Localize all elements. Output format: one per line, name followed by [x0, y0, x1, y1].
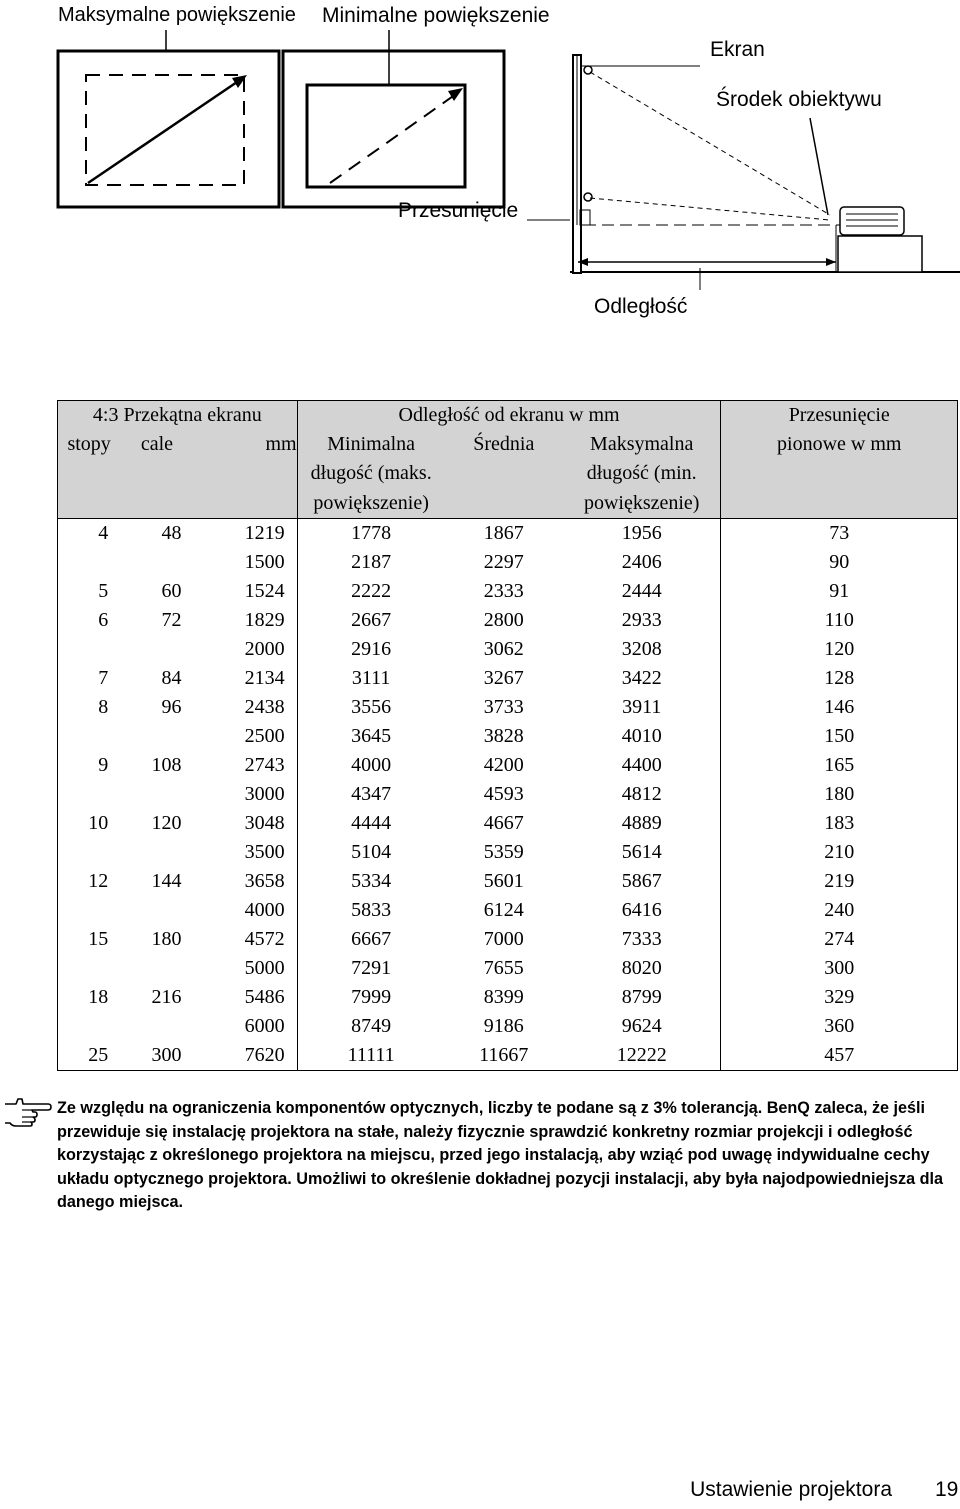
cell-avg-distance: 3062: [483, 637, 524, 660]
cell-mm: 2743: [194, 751, 298, 780]
table-row: [58, 577, 958, 606]
cell-vertical-offset: 110: [721, 606, 958, 635]
cell-feet: [58, 954, 121, 983]
page-number: 19: [935, 1478, 959, 1501]
table-row: [58, 896, 958, 925]
cell-inches: 84: [161, 666, 182, 689]
cell-avg-distance: 1867: [483, 521, 524, 544]
cell-inches: [120, 635, 193, 664]
cell-max-distance: 4400: [563, 751, 721, 780]
cell-inches: 48: [161, 521, 182, 544]
table-row: [58, 722, 958, 751]
cell-vertical-offset: 183: [721, 809, 958, 838]
cell-inches: 216: [151, 985, 182, 1008]
cell-max-distance: 4010: [563, 722, 721, 751]
cell-min-distance: 3111: [351, 666, 391, 689]
cell-min-distance: 2187: [351, 550, 392, 573]
min-length-header: Minimalna: [297, 430, 445, 459]
cell-mm: 2000: [194, 635, 298, 664]
cell-max-distance: 5614: [563, 838, 721, 867]
cell-max-distance: 2933: [563, 606, 721, 635]
table-row: [58, 925, 958, 954]
max-length-header: Maksymalna: [563, 430, 721, 459]
cell-inches: [120, 1012, 193, 1041]
cell-max-distance: 12222: [563, 1041, 721, 1071]
cell-feet: [58, 635, 121, 664]
cell-feet: 5: [58, 577, 121, 606]
table-row: [58, 780, 958, 809]
cell-mm: 2438: [194, 693, 298, 722]
cell-feet: 8: [58, 693, 121, 722]
cell-min-distance: 4444: [351, 811, 392, 834]
hand-pointing-icon: [2, 1095, 52, 1129]
cell-feet: 4: [58, 518, 121, 548]
projection-distance-table: [57, 400, 958, 1071]
inches-column-header: cale: [120, 430, 193, 459]
cell-vertical-offset: 240: [721, 896, 958, 925]
max-zoom-label: Maksymalne powiększenie: [58, 4, 296, 26]
cell-feet: [58, 838, 121, 867]
cell-feet: 9: [58, 751, 121, 780]
cell-avg-distance: 3733: [483, 695, 524, 718]
tolerance-note: Ze względu na ograniczenia komponentów optycznych, liczby te podane są z 3% tolerancją. BenQ zaleca, że jeśli przewiduje się instalację projektora na stałe, należy fizycznie sprawdzić konkretny rozmiar projekcji i odległość korzystając z określonego projektora na miejscu, przed jego instalacją, aby wziąć pod uwagę indywidualne cechy układu optycznego projektora. Umożliwi to określenie dokładnej pozycji instalacji, aby była najodpowiedniejsza dla danego miejsca.: [57, 1099, 944, 1211]
cell-max-distance: 2444: [563, 577, 721, 606]
cell-mm: 6000: [194, 1012, 298, 1041]
cell-avg-distance: 7655: [483, 956, 524, 979]
cell-min-distance: 2222: [351, 579, 392, 602]
projection-diagram: [0, 0, 960, 380]
cell-feet: [58, 1012, 121, 1041]
cell-avg-distance: 2800: [483, 608, 524, 631]
cell-feet: 15: [58, 925, 121, 954]
cell-inches: 60: [161, 579, 182, 602]
cell-max-distance: 1956: [563, 518, 721, 548]
cell-max-distance: 3911: [563, 693, 721, 722]
cell-max-distance: 3422: [563, 664, 721, 693]
cell-min-distance: 4347: [351, 782, 392, 805]
cell-max-distance: 9624: [563, 1012, 721, 1041]
cell-avg-distance: 11667: [445, 1041, 563, 1071]
cell-inches: [120, 896, 193, 925]
cell-vertical-offset: 457: [721, 1041, 958, 1071]
table-row: [58, 548, 958, 577]
cell-feet: [58, 896, 121, 925]
cell-min-distance: 7291: [351, 956, 392, 979]
cell-mm: 5000: [194, 954, 298, 983]
cell-inches: 300: [120, 1041, 193, 1071]
cell-mm: 1500: [194, 548, 298, 577]
cell-feet: 6: [58, 606, 121, 635]
cell-inches: 72: [161, 608, 182, 631]
max-length-header-line3: powiększenie): [563, 489, 721, 519]
cell-max-distance: 8020: [563, 954, 721, 983]
cell-vertical-offset: 146: [721, 693, 958, 722]
feet-column-header: stopy: [58, 430, 121, 459]
cell-vertical-offset: 180: [721, 780, 958, 809]
cell-feet: 12: [58, 867, 121, 896]
cell-min-distance: 5833: [351, 898, 392, 921]
cell-min-distance: 4000: [351, 753, 392, 776]
table-row: [58, 809, 958, 838]
cell-feet: 7: [58, 664, 121, 693]
cell-vertical-offset: 274: [721, 925, 958, 954]
cell-avg-distance: 9186: [483, 1014, 524, 1037]
table-row: [58, 1041, 958, 1071]
cell-min-distance: 5334: [351, 869, 392, 892]
cell-inches: 108: [151, 753, 182, 776]
cell-vertical-offset: 360: [721, 1012, 958, 1041]
cell-mm: 3500: [194, 838, 298, 867]
cell-avg-distance: 6124: [483, 898, 524, 921]
table-row: [58, 838, 958, 867]
table-row: [58, 983, 958, 1012]
max-length-header-line2: długość (min.: [563, 459, 721, 488]
footer-section-title: Ustawienie projektora: [690, 1478, 892, 1501]
cell-vertical-offset: 329: [721, 983, 958, 1012]
cell-max-distance: 7333: [563, 925, 721, 954]
table-body: [58, 518, 958, 1070]
cell-mm: 2500: [194, 722, 298, 751]
cell-mm: 5486: [194, 983, 298, 1012]
cell-inches: 180: [151, 927, 182, 950]
cell-max-distance: 8799: [563, 983, 721, 1012]
cell-feet: 18: [58, 983, 121, 1012]
table-row: [58, 867, 958, 896]
cell-inches: [120, 954, 193, 983]
cell-vertical-offset: 128: [721, 664, 958, 693]
table-header: [58, 401, 958, 519]
cell-mm: 3000: [194, 780, 298, 809]
cell-vertical-offset: 210: [721, 838, 958, 867]
cell-max-distance: 6416: [563, 896, 721, 925]
cell-feet: 10: [58, 809, 121, 838]
cell-mm: 1829: [194, 606, 298, 635]
cell-min-distance: 6667: [351, 927, 392, 950]
mm-column-header: mm: [194, 430, 298, 459]
screen-diagonal-group-header: 4:3 Przekątna ekranu: [58, 401, 298, 431]
cell-feet: [58, 548, 121, 577]
cell-min-distance: 3645: [351, 724, 392, 747]
cell-avg-distance: 2297: [483, 550, 524, 573]
average-header: Średnia: [445, 430, 563, 459]
cell-vertical-offset: 219: [721, 867, 958, 896]
cell-min-distance: 8749: [351, 1014, 392, 1037]
cell-inches: [120, 722, 193, 751]
offset-header-line1: Przesunięcie: [721, 401, 958, 431]
cell-vertical-offset: 91: [721, 577, 958, 606]
cell-inches: 144: [151, 869, 182, 892]
cell-mm: 7620: [194, 1041, 298, 1071]
cell-avg-distance: 3828: [483, 724, 524, 747]
cell-inches: [120, 548, 193, 577]
cell-mm: 2134: [194, 664, 298, 693]
cell-avg-distance: 4593: [483, 782, 524, 805]
cell-min-distance: 2667: [351, 608, 392, 631]
cell-mm: 4572: [194, 925, 298, 954]
cell-feet: [58, 780, 121, 809]
table-row: [58, 635, 958, 664]
cell-mm: 1524: [194, 577, 298, 606]
cell-avg-distance: 5601: [483, 869, 524, 892]
cell-feet: [58, 722, 121, 751]
cell-max-distance: 2406: [563, 548, 721, 577]
cell-vertical-offset: 300: [721, 954, 958, 983]
table-row: [58, 751, 958, 780]
cell-avg-distance: 4200: [483, 753, 524, 776]
cell-avg-distance: 3267: [483, 666, 524, 689]
distance-group-header: Odległość od ekranu w mm: [297, 401, 721, 431]
offset-header-line2: pionowe w mm: [721, 430, 958, 459]
cell-mm: 3048: [194, 809, 298, 838]
cell-min-distance: 11111: [297, 1041, 445, 1071]
cell-max-distance: 3208: [563, 635, 721, 664]
cell-vertical-offset: 165: [721, 751, 958, 780]
cell-vertical-offset: 150: [721, 722, 958, 751]
max-zoom-screen-illustration: [58, 30, 279, 207]
table-row: [58, 693, 958, 722]
table-row: [58, 1012, 958, 1041]
cell-avg-distance: 8399: [483, 985, 524, 1008]
cell-min-distance: 1778: [351, 521, 392, 544]
distance-label: Odległość: [594, 295, 688, 318]
cell-vertical-offset: 120: [721, 635, 958, 664]
offset-label: Przesunięcie: [398, 199, 519, 222]
cell-inches: [120, 780, 193, 809]
cell-max-distance: 4889: [563, 809, 721, 838]
min-zoom-screen-illustration: [283, 30, 504, 207]
min-zoom-label: Minimalne powiększenie: [322, 4, 550, 27]
cell-avg-distance: 2333: [483, 579, 524, 602]
min-length-header-line3: powiększenie): [297, 489, 445, 519]
lens-center-label: Środek obiektywu: [716, 88, 882, 111]
cell-avg-distance: 4667: [483, 811, 524, 834]
cell-min-distance: 2916: [351, 637, 392, 660]
cell-mm: 4000: [194, 896, 298, 925]
cell-vertical-offset: 73: [721, 518, 958, 548]
cell-min-distance: 3556: [351, 695, 392, 718]
cell-max-distance: 4812: [563, 780, 721, 809]
table-row: [58, 606, 958, 635]
cell-feet: 25: [58, 1041, 121, 1071]
table-row: [58, 664, 958, 693]
cell-vertical-offset: 90: [721, 548, 958, 577]
cell-min-distance: 5104: [351, 840, 392, 863]
cell-inches: 96: [161, 695, 182, 718]
cell-inches: [120, 838, 193, 867]
cell-max-distance: 5867: [563, 867, 721, 896]
cell-min-distance: 7999: [351, 985, 392, 1008]
cell-mm: 1219: [194, 518, 298, 548]
table-row: [58, 518, 958, 548]
cell-avg-distance: 7000: [483, 927, 524, 950]
screen-label: Ekran: [710, 38, 765, 61]
min-length-header-line2: długość (maks.: [297, 459, 445, 488]
cell-avg-distance: 5359: [483, 840, 524, 863]
table-row: [58, 954, 958, 983]
cell-inches: 120: [151, 811, 182, 834]
cell-mm: 3658: [194, 867, 298, 896]
